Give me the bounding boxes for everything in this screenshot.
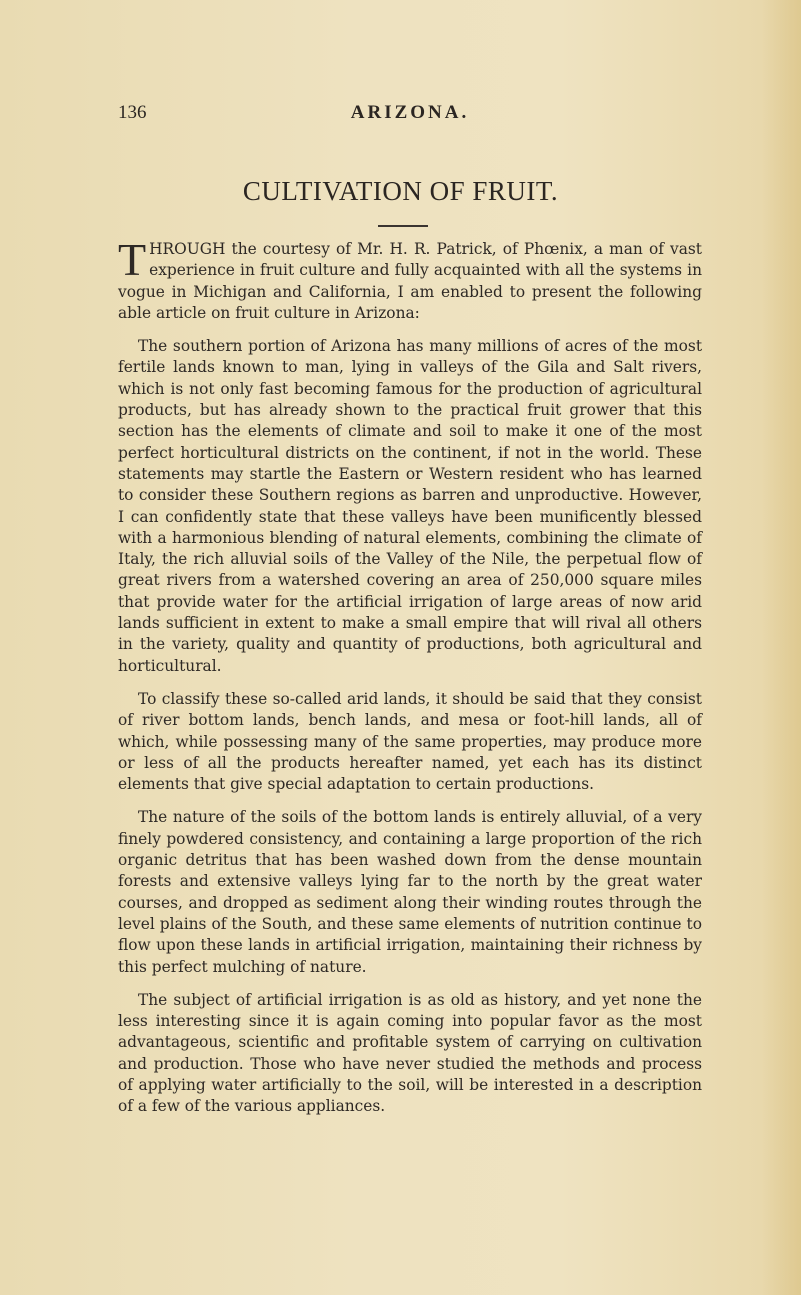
running-head (118, 102, 702, 126)
page-number: 136 (118, 102, 147, 123)
paragraph: The nature of the soils of the bottom lands is entirely alluvial, of a very finely powdered consistency, and containing a large proportion of the rich organic detritus that has been washed down from the dense mountain forests and extensive valleys lying far to the north by the great water courses, and dropped as sediment along their winding routes through the level plains of the South, and these same elements of nutrition continue to flow upon these lands in artificial irrigation, maintaining their richness by this perfect mulching of nature. (118, 808, 702, 976)
paragraph-text: HROUGH the courtesy of Mr. H. R. Patrick, of Phœnix, a man of vast experience in fruit culture and fully acquainted with all the systems in vogue in Michigan and California, I am enabled to present the following able article on fruit culture in Arizona: (118, 240, 702, 322)
paragraph (118, 234, 702, 324)
running-title: ARIZONA. (350, 102, 470, 123)
drop-cap: T (118, 234, 147, 285)
body-text (118, 234, 702, 1118)
title-rule (378, 225, 428, 227)
paragraph: The subject of artificial irrigation is as old as history, and yet none the less interesting since it is again coming into popular favor as the most advantageous, scientific and profitable system of carrying on cultivation and production. Those who have never studied the methods and process of applying water artificially to the soil, will be interested in a description of a few of the various appliances. (118, 990, 702, 1116)
paragraph: To classify these so-called arid lands, it should be said that they consist of river bottom lands, bench lands, and mesa or foot-hill lands, all of which, while possessing many of the same properties, may produce more or less of all the products hereafter named, yet each has its distinct elements that give special adaptation to certain productions. (118, 689, 702, 794)
paragraph: The southern portion of Arizona has many millions of acres of the most fertile lands known to man, lying in valleys of the Gila and Salt rivers, which is not only fast becoming famous for the production of agricultural products, but has already shown to the practical fruit grower that this section has the elements of climate and soil to make it one of the most perfect horticultural districts on the continent, if not in the world. These statements may startle the Eastern or Western resident who has learned to consider these Southern regions as barren and unproductive. However, I can confidently state that these valleys have been munificently blessed with a harmonious blending of natural elements, combining the climate of Italy, the rich alluvial soils of the Valley of the Nile, the perpetual flow of great rivers from a watershed covering an area of 250,000 square miles that provide water for the artificial irrigation of large areas of now arid lands sufficient in extent to make a small empire that will rival all others in the variety, quality and quantity of productions, both agricultural and horticultural. (118, 337, 702, 675)
chapter-title: CULTIVATION OF FRUIT. (242, 176, 559, 206)
